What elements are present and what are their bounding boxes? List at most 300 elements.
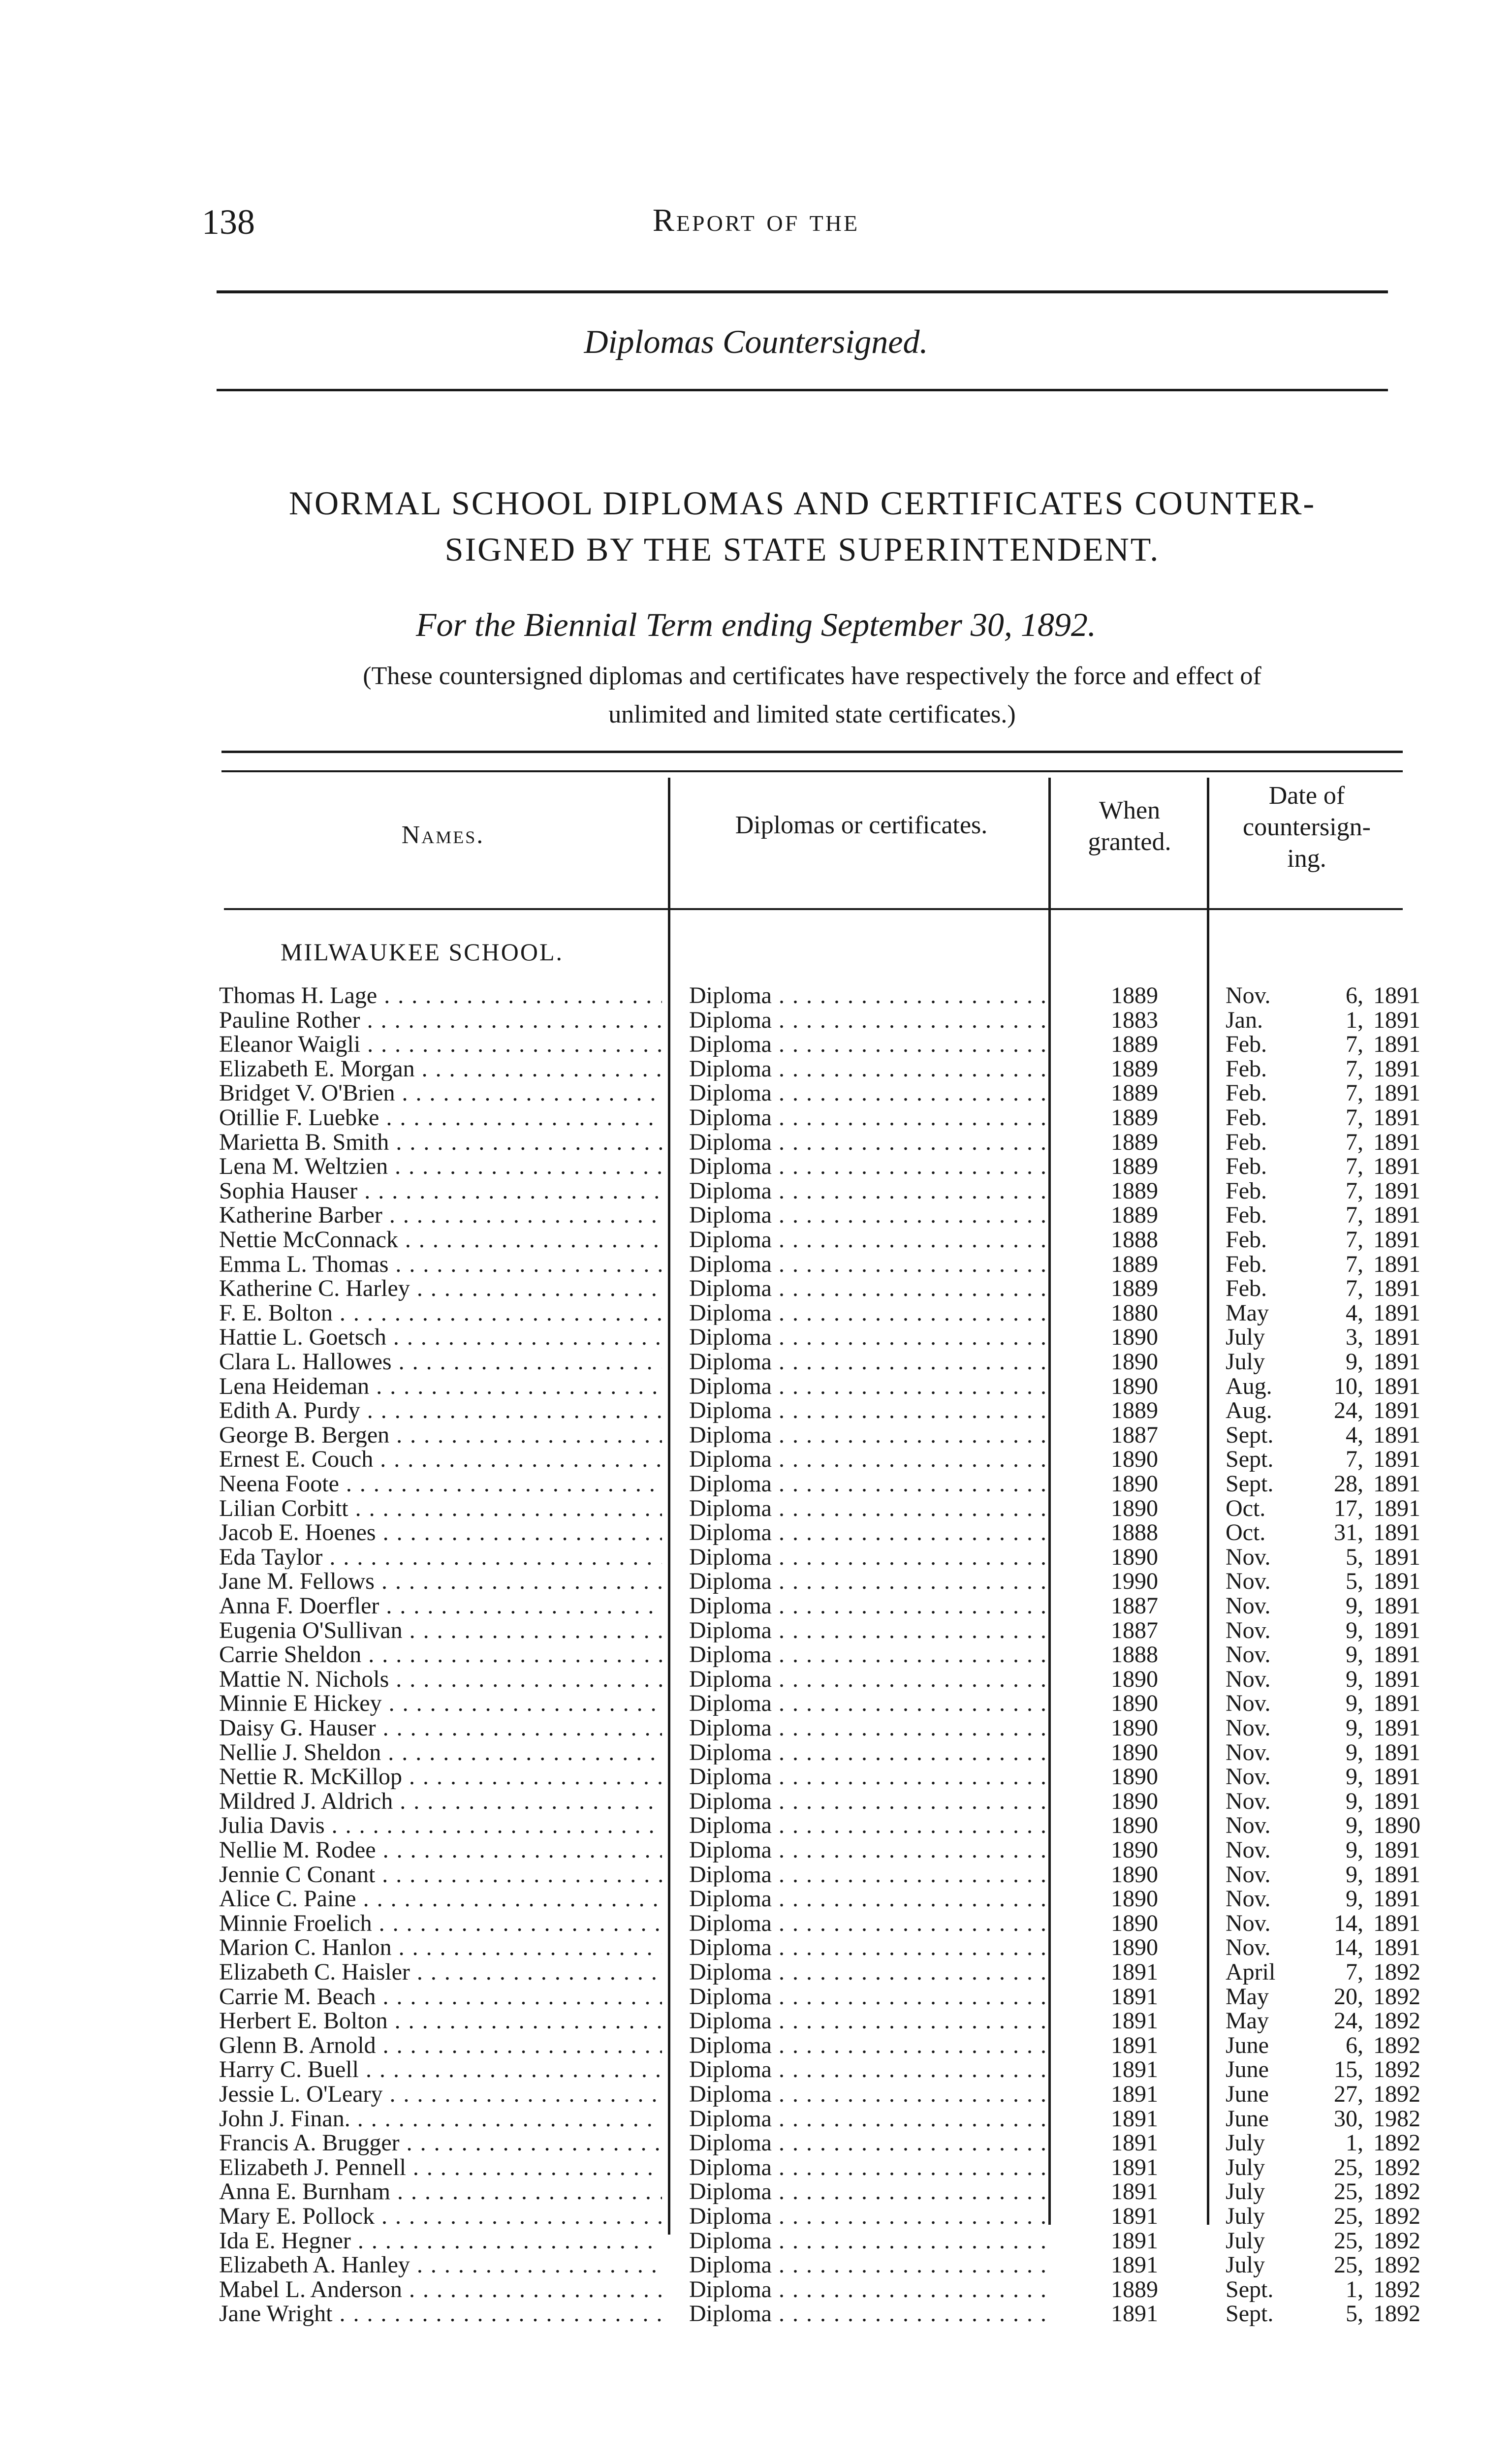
diploma-cell: Diploma . . . — [689, 2253, 1053, 2277]
countersign-month-cell: Feb. — [1226, 1202, 1267, 1229]
section-title: Diplomas Countersigned. — [584, 323, 928, 360]
countersign-year-cell: 1891 — [1373, 982, 1420, 1009]
name-cell: Bridget V. O'Brien . . . — [219, 1081, 662, 1105]
diploma-cell: Diploma . . . — [689, 983, 1053, 1008]
diploma-cell: Diploma . . . — [689, 2155, 1053, 2180]
countersign-day-cell: 9, — [1346, 1593, 1363, 1619]
countersign-month-cell: Nov. — [1226, 982, 1271, 1009]
countersign-day-cell: 7, — [1346, 1275, 1363, 1302]
countersign-day-cell: 9, — [1346, 1739, 1363, 1766]
table-row — [0, 1716, 1512, 1740]
table-top-rule-2 — [221, 770, 1403, 772]
diploma-cell: Diploma . . . — [689, 1252, 1053, 1277]
countersign-month-cell: Feb. — [1226, 1080, 1267, 1106]
diploma-cell: Diploma . . . — [689, 1105, 1053, 1130]
diploma-cell: Diploma . . . — [689, 1887, 1053, 1911]
table-row — [0, 1057, 1512, 1081]
note-line-1: (These countersigned diplomas and certificates have respectively the force and effect of — [363, 662, 1261, 690]
name-cell: Jane M. Fellows . . . — [219, 1569, 662, 1594]
name-cell: Mary E. Pollock . . . — [219, 2204, 662, 2229]
table-row — [0, 1032, 1512, 1057]
countersign-day-cell: 9, — [1346, 1690, 1363, 1717]
countersign-year-cell: 1891 — [1373, 1861, 1420, 1888]
name-cell: Mildred J. Aldrich . . . — [219, 1789, 662, 1814]
name-cell: Nettie R. McKillop . . . — [219, 1765, 662, 1789]
table-row — [0, 1203, 1512, 1228]
table-row — [0, 1545, 1512, 1570]
countersign-year-cell: 1891 — [1373, 1373, 1420, 1399]
countersign-day-cell: 9, — [1346, 1861, 1363, 1888]
countersign-year-cell: 1891 — [1373, 1251, 1420, 1277]
name-cell: Thomas H. Lage . . . — [219, 983, 662, 1008]
column-header-diplomas: Diplomas or certificates. — [735, 811, 988, 839]
granted-year-cell: 1889 — [1111, 982, 1158, 1009]
countersign-year-cell: 1891 — [1373, 1910, 1420, 1936]
granted-year-cell: 1890 — [1111, 1910, 1158, 1936]
table-row — [0, 1008, 1512, 1033]
countersign-year-cell: 1891 — [1373, 1055, 1420, 1082]
granted-year-cell: 1891 — [1111, 2008, 1158, 2034]
column-header-granted-line-2: granted. — [1088, 828, 1171, 856]
countersign-year-cell: 1891 — [1373, 1349, 1420, 1375]
name-cell: Anna E. Burnham . . . — [219, 2179, 662, 2204]
document-heading — [207, 480, 1398, 572]
granted-year-cell: 1891 — [1111, 2301, 1158, 2327]
diploma-cell: Diploma . . . — [689, 1569, 1053, 1594]
granted-year-cell: 1890 — [1111, 1934, 1158, 1961]
granted-year-cell: 1889 — [1111, 1055, 1158, 1082]
countersign-day-cell: 7, — [1346, 1104, 1363, 1131]
countersign-month-cell: Nov. — [1226, 1568, 1271, 1595]
table-row — [0, 1350, 1512, 1374]
countersign-month-cell: Sept. — [1226, 1471, 1274, 1497]
countersign-day-cell: 25, — [1334, 2203, 1363, 2229]
countersign-year-cell: 1892 — [1373, 2056, 1420, 2083]
diploma-cell: Diploma . . . — [689, 2302, 1053, 2326]
table-row — [0, 1081, 1512, 1105]
countersign-day-cell: 25, — [1334, 2227, 1363, 2254]
countersign-month-cell: July — [1226, 1349, 1265, 1375]
diploma-cell: Diploma . . . — [689, 1520, 1053, 1545]
granted-year-cell: 1890 — [1111, 1666, 1158, 1692]
countersign-month-cell: May — [1226, 1983, 1269, 2010]
table-row — [0, 2082, 1512, 2107]
countersign-year-cell: 1891 — [1373, 1739, 1420, 1766]
countersign-year-cell: 1891 — [1373, 1324, 1420, 1351]
countersign-month-cell: Nov. — [1226, 1788, 1271, 1814]
top-rule — [217, 290, 1388, 293]
granted-year-cell: 1890 — [1111, 1739, 1158, 1766]
countersign-day-cell: 9, — [1346, 1666, 1363, 1692]
diploma-cell: Diploma . . . — [689, 1276, 1053, 1301]
countersign-year-cell: 1892 — [1373, 2032, 1420, 2058]
table-row — [0, 1862, 1512, 1887]
countersign-month-cell: Sept. — [1226, 2301, 1274, 2327]
countersign-month-cell: Feb. — [1226, 1031, 1267, 1058]
countersign-day-cell: 25, — [1334, 2252, 1363, 2278]
countersign-year-cell: 1890 — [1373, 1812, 1420, 1839]
countersign-month-cell: July — [1226, 2130, 1265, 2156]
diploma-cell: Diploma . . . — [689, 1545, 1053, 1570]
countersign-month-cell: Nov. — [1226, 1666, 1271, 1692]
column-header-granted — [1053, 795, 1206, 858]
countersign-day-cell: 28, — [1334, 1471, 1363, 1497]
diploma-cell: Diploma . . . — [689, 1423, 1053, 1448]
countersign-month-cell: Feb. — [1226, 1153, 1267, 1180]
name-cell: Herbert E. Bolton . . . — [219, 2009, 662, 2033]
countersign-month-cell: Feb. — [1226, 1227, 1267, 1253]
countersign-year-cell: 1891 — [1373, 1031, 1420, 1058]
column-header-date — [1211, 780, 1403, 875]
table-row — [0, 1642, 1512, 1667]
granted-year-cell: 1891 — [1111, 2252, 1158, 2278]
countersign-month-cell: Feb. — [1226, 1275, 1267, 1302]
countersign-day-cell: 30, — [1334, 2105, 1363, 2132]
name-cell: Eleanor Waigli . . . — [219, 1032, 662, 1057]
countersign-year-cell: 1982 — [1373, 2105, 1420, 2132]
countersign-year-cell: 1891 — [1373, 1471, 1420, 1497]
countersign-day-cell: 7, — [1346, 1227, 1363, 1253]
table-row — [0, 1960, 1512, 1985]
term-line: For the Biennial Term ending September 30, 1892. — [416, 606, 1096, 643]
countersign-year-cell: 1891 — [1373, 1202, 1420, 1229]
countersign-day-cell: 15, — [1334, 2056, 1363, 2083]
countersign-day-cell: 7, — [1346, 1251, 1363, 1277]
countersign-month-cell: July — [1226, 1324, 1265, 1351]
table-row — [0, 2009, 1512, 2033]
table-row — [0, 1374, 1512, 1399]
countersign-month-cell: Nov. — [1226, 1764, 1271, 1790]
countersign-day-cell: 14, — [1334, 1934, 1363, 1961]
countersign-day-cell: 9, — [1346, 1617, 1363, 1643]
countersign-day-cell: 9, — [1346, 1764, 1363, 1790]
countersign-day-cell: 1, — [1346, 2276, 1363, 2303]
countersign-day-cell: 27, — [1334, 2081, 1363, 2107]
granted-year-cell: 1890 — [1111, 1886, 1158, 1912]
granted-year-cell: 1891 — [1111, 1983, 1158, 2010]
name-cell: Elizabeth J. Pennell . . . — [219, 2155, 662, 2180]
table-row — [0, 1838, 1512, 1862]
table-row — [0, 1691, 1512, 1716]
granted-year-cell: 1889 — [1111, 2276, 1158, 2303]
granted-year-cell: 1891 — [1111, 2032, 1158, 2058]
explanatory-note — [217, 657, 1408, 734]
countersign-day-cell: 1, — [1346, 1007, 1363, 1033]
countersign-year-cell: 1891 — [1373, 1593, 1420, 1619]
table-row — [0, 1301, 1512, 1325]
table-row — [0, 2131, 1512, 2155]
countersign-year-cell: 1891 — [1373, 1397, 1420, 1424]
countersign-month-cell: Nov. — [1226, 1641, 1271, 1668]
countersign-month-cell: Feb. — [1226, 1251, 1267, 1277]
countersign-month-cell: Oct. — [1226, 1495, 1266, 1521]
granted-year-cell: 1890 — [1111, 1495, 1158, 1521]
granted-year-cell: 1890 — [1111, 1812, 1158, 1839]
granted-year-cell: 1889 — [1111, 1153, 1158, 1180]
countersign-month-cell: Nov. — [1226, 1886, 1271, 1912]
granted-year-cell: 1890 — [1111, 1715, 1158, 1741]
name-cell: Julia Davis . . . — [219, 1813, 662, 1838]
countersign-day-cell: 6, — [1346, 982, 1363, 1009]
countersign-year-cell: 1892 — [1373, 2252, 1420, 2278]
granted-year-cell: 1890 — [1111, 1788, 1158, 1814]
header-rule — [224, 908, 1403, 910]
diploma-cell: Diploma . . . — [689, 1179, 1053, 1203]
table-row — [0, 2107, 1512, 2131]
name-cell: Ida E. Hegner . . . — [219, 2229, 662, 2253]
diploma-cell: Diploma . . . — [689, 1813, 1053, 1838]
countersign-day-cell: 5, — [1346, 1544, 1363, 1570]
diploma-cell: Diploma . . . — [689, 1691, 1053, 1716]
name-cell: Harry C. Buell . . . — [219, 2057, 662, 2082]
countersign-month-cell: Nov. — [1226, 1617, 1271, 1643]
name-cell: Clara L. Hallowes . . . — [219, 1350, 662, 1374]
name-cell: Katherine C. Harley . . . — [219, 1276, 662, 1301]
name-cell: Katherine Barber . . . — [219, 1203, 662, 1228]
name-cell: Minnie E Hickey . . . — [219, 1691, 662, 1716]
granted-year-cell: 1890 — [1111, 1349, 1158, 1375]
diploma-cell: Diploma . . . — [689, 1862, 1053, 1887]
name-cell: Hattie L. Goetsch . . . — [219, 1325, 662, 1350]
name-cell: Eugenia O'Sullivan . . . — [219, 1618, 662, 1643]
countersign-month-cell: July — [1226, 2203, 1265, 2229]
table-row — [0, 1423, 1512, 1448]
granted-year-cell: 1891 — [1111, 2056, 1158, 2083]
countersign-day-cell: 7, — [1346, 1202, 1363, 1229]
countersign-year-cell: 1891 — [1373, 1788, 1420, 1814]
diploma-cell: Diploma . . . — [689, 1154, 1053, 1179]
granted-year-cell: 1891 — [1111, 2178, 1158, 2205]
countersign-day-cell: 9, — [1346, 1788, 1363, 1814]
countersign-month-cell: July — [1226, 2178, 1265, 2205]
countersign-month-cell: Nov. — [1226, 1690, 1271, 1717]
countersign-year-cell: 1892 — [1373, 2178, 1420, 2205]
granted-year-cell: 1889 — [1111, 1129, 1158, 1155]
name-cell: Emma L. Thomas . . . — [219, 1252, 662, 1277]
granted-year-cell: 1880 — [1111, 1299, 1158, 1326]
table-row — [0, 1740, 1512, 1765]
running-head: Report of the — [652, 202, 860, 238]
name-cell: Marietta B. Smith . . . — [219, 1130, 662, 1155]
diploma-cell: Diploma . . . — [689, 1667, 1053, 1692]
table-row — [0, 1447, 1512, 1472]
countersign-year-cell: 1891 — [1373, 1715, 1420, 1741]
name-cell: F. E. Bolton . . . — [219, 1301, 662, 1325]
granted-year-cell: 1891 — [1111, 2105, 1158, 2132]
granted-year-cell: 1891 — [1111, 2203, 1158, 2229]
column-header-date-line-3: ing. — [1287, 845, 1326, 873]
name-cell: Marion C. Hanlon . . . — [219, 1935, 662, 1960]
countersign-month-cell: May — [1226, 1299, 1269, 1326]
name-cell: Jessie L. O'Leary . . . — [219, 2082, 662, 2107]
countersign-day-cell: 7, — [1346, 1080, 1363, 1106]
column-header-names: Names. — [401, 821, 485, 849]
granted-year-cell: 1889 — [1111, 1080, 1158, 1106]
table-row — [0, 1887, 1512, 1911]
diploma-cell: Diploma . . . — [689, 1228, 1053, 1252]
countersign-day-cell: 9, — [1346, 1812, 1363, 1839]
section-rule — [217, 389, 1388, 391]
name-cell: Alice C. Paine . . . — [219, 1887, 662, 1911]
table-row — [0, 1594, 1512, 1618]
countersign-day-cell: 9, — [1346, 1641, 1363, 1668]
countersign-day-cell: 4, — [1346, 1421, 1363, 1448]
table-row — [0, 1252, 1512, 1277]
table-row — [0, 1398, 1512, 1423]
granted-year-cell: 1891 — [1111, 1959, 1158, 1985]
granted-year-cell: 1889 — [1111, 1251, 1158, 1277]
name-cell: Glenn B. Arnold . . . — [219, 2033, 662, 2058]
countersign-day-cell: 25, — [1334, 2178, 1363, 2205]
countersign-day-cell: 14, — [1334, 1910, 1363, 1936]
table-row — [0, 1667, 1512, 1692]
countersign-year-cell: 1892 — [1373, 2203, 1420, 2229]
countersign-day-cell: 24, — [1334, 1397, 1363, 1424]
granted-year-cell: 1888 — [1111, 1641, 1158, 1668]
countersign-day-cell: 7, — [1346, 1129, 1363, 1155]
name-cell: Eda Taylor . . . — [219, 1545, 662, 1570]
diploma-cell: Diploma . . . — [689, 1350, 1053, 1374]
diploma-cell: Diploma . . . — [689, 1911, 1053, 1936]
countersign-month-cell: July — [1226, 2227, 1265, 2254]
diploma-cell: Diploma . . . — [689, 1203, 1053, 1228]
countersign-year-cell: 1891 — [1373, 1080, 1420, 1106]
diploma-cell: Diploma . . . — [689, 1935, 1053, 1960]
countersign-month-cell: June — [1226, 2056, 1269, 2083]
granted-year-cell: 1889 — [1111, 1397, 1158, 1424]
table-row — [0, 983, 1512, 1008]
countersign-month-cell: June — [1226, 2081, 1269, 2107]
diploma-cell: Diploma . . . — [689, 1594, 1053, 1618]
name-cell: Carrie Sheldon . . . — [219, 1642, 662, 1667]
name-cell: Pauline Rother . . . — [219, 1008, 662, 1033]
diploma-cell: Diploma . . . — [689, 2009, 1053, 2033]
countersign-month-cell: Nov. — [1226, 1739, 1271, 1766]
table-row — [0, 1789, 1512, 1814]
countersign-month-cell: Feb. — [1226, 1129, 1267, 1155]
countersign-year-cell: 1891 — [1373, 1129, 1420, 1155]
name-cell: John J. Finan. . . . — [219, 2107, 662, 2131]
table-row — [0, 1618, 1512, 1643]
countersign-month-cell: Sept. — [1226, 1446, 1274, 1473]
granted-year-cell: 1889 — [1111, 1275, 1158, 1302]
name-cell: Elizabeth E. Morgan . . . — [219, 1057, 662, 1081]
countersign-day-cell: 10, — [1334, 1373, 1363, 1399]
diploma-cell: Diploma . . . — [689, 1301, 1053, 1325]
countersign-day-cell: 25, — [1334, 2154, 1363, 2180]
diploma-cell: Diploma . . . — [689, 1838, 1053, 1862]
column-header-date-line-1: Date of — [1268, 782, 1345, 810]
countersign-year-cell: 1891 — [1373, 1764, 1420, 1790]
granted-year-cell: 1890 — [1111, 1764, 1158, 1790]
diploma-cell: Diploma . . . — [689, 1618, 1053, 1643]
table-row — [0, 1228, 1512, 1252]
diploma-cell: Diploma . . . — [689, 1472, 1053, 1496]
diploma-cell: Diploma . . . — [689, 1765, 1053, 1789]
countersign-day-cell: 7, — [1346, 1031, 1363, 1058]
granted-year-cell: 1890 — [1111, 1544, 1158, 1570]
countersign-year-cell: 1891 — [1373, 1421, 1420, 1448]
countersign-day-cell: 9, — [1346, 1886, 1363, 1912]
diploma-cell: Diploma . . . — [689, 1008, 1053, 1033]
name-cell: Francis A. Brugger . . . — [219, 2131, 662, 2155]
diploma-cell: Diploma . . . — [689, 2057, 1053, 2082]
table-row — [0, 1765, 1512, 1789]
countersign-year-cell: 1892 — [1373, 2227, 1420, 2254]
diploma-cell: Diploma . . . — [689, 2131, 1053, 2155]
granted-year-cell: 1890 — [1111, 1690, 1158, 1717]
countersign-month-cell: Sept. — [1226, 1421, 1274, 1448]
countersign-day-cell: 7, — [1346, 1446, 1363, 1473]
granted-year-cell: 1890 — [1111, 1837, 1158, 1863]
diploma-cell: Diploma . . . — [689, 2082, 1053, 2107]
countersign-month-cell: June — [1226, 2105, 1269, 2132]
countersign-month-cell: Nov. — [1226, 1934, 1271, 1961]
countersign-year-cell: 1891 — [1373, 1641, 1420, 1668]
diploma-cell: Diploma . . . — [689, 1716, 1053, 1740]
table-row — [0, 1179, 1512, 1203]
name-cell: Nellie M. Rodee . . . — [219, 1838, 662, 1862]
table-row — [0, 1935, 1512, 1960]
granted-year-cell: 1890 — [1111, 1471, 1158, 1497]
table-row — [0, 2179, 1512, 2204]
diploma-cell: Diploma . . . — [689, 1960, 1053, 1985]
name-cell: Lilian Corbitt . . . — [219, 1496, 662, 1521]
table-row — [0, 1496, 1512, 1521]
countersign-month-cell: May — [1226, 2008, 1269, 2034]
countersign-day-cell: 9, — [1346, 1349, 1363, 1375]
name-cell: Nettie McConnack . . . — [219, 1228, 662, 1252]
name-cell: Daisy G. Hauser . . . — [219, 1716, 662, 1740]
table-row — [0, 1911, 1512, 1936]
table-row — [0, 2302, 1512, 2326]
diploma-cell: Diploma . . . — [689, 2277, 1053, 2302]
countersign-day-cell: 5, — [1346, 1568, 1363, 1595]
countersign-month-cell: Jan. — [1226, 1007, 1263, 1033]
countersign-year-cell: 1892 — [1373, 2301, 1420, 2327]
countersign-day-cell: 7, — [1346, 1959, 1363, 1985]
countersign-year-cell: 1891 — [1373, 1495, 1420, 1521]
granted-year-cell: 1890 — [1111, 1324, 1158, 1351]
granted-year-cell: 1891 — [1111, 2081, 1158, 2107]
countersign-month-cell: Feb. — [1226, 1055, 1267, 1082]
countersign-month-cell: Nov. — [1226, 1861, 1271, 1888]
diploma-cell: Diploma . . . — [689, 1496, 1053, 1521]
countersign-year-cell: 1891 — [1373, 1299, 1420, 1326]
countersign-year-cell: 1891 — [1373, 1104, 1420, 1131]
column-header-granted-line-1: When — [1099, 796, 1161, 824]
countersign-year-cell: 1891 — [1373, 1446, 1420, 1473]
diploma-cell: Diploma . . . — [689, 1374, 1053, 1399]
name-cell: Elizabeth A. Hanley . . . — [219, 2253, 662, 2277]
countersign-year-cell: 1892 — [1373, 2154, 1420, 2180]
countersign-month-cell: Oct. — [1226, 1519, 1266, 1546]
granted-year-cell: 1887 — [1111, 1593, 1158, 1619]
countersign-day-cell: 7, — [1346, 1153, 1363, 1180]
countersign-year-cell: 1892 — [1373, 2008, 1420, 2034]
diploma-cell: Diploma . . . — [689, 1057, 1053, 1081]
heading-line-1: NORMAL SCHOOL DIPLOMAS AND CERTIFICATES COUNTER- — [288, 484, 1316, 522]
diploma-cell: Diploma . . . — [689, 2033, 1053, 2058]
countersign-month-cell: Nov. — [1226, 1715, 1271, 1741]
granted-year-cell: 1888 — [1111, 1519, 1158, 1546]
name-cell: Mabel L. Anderson . . . — [219, 2277, 662, 2302]
table-row — [0, 2277, 1512, 2302]
countersign-day-cell: 24, — [1334, 2008, 1363, 2034]
countersign-month-cell: Nov. — [1226, 1544, 1271, 1570]
name-cell: George B. Bergen . . . — [219, 1423, 662, 1448]
diploma-cell: Diploma . . . — [689, 1789, 1053, 1814]
